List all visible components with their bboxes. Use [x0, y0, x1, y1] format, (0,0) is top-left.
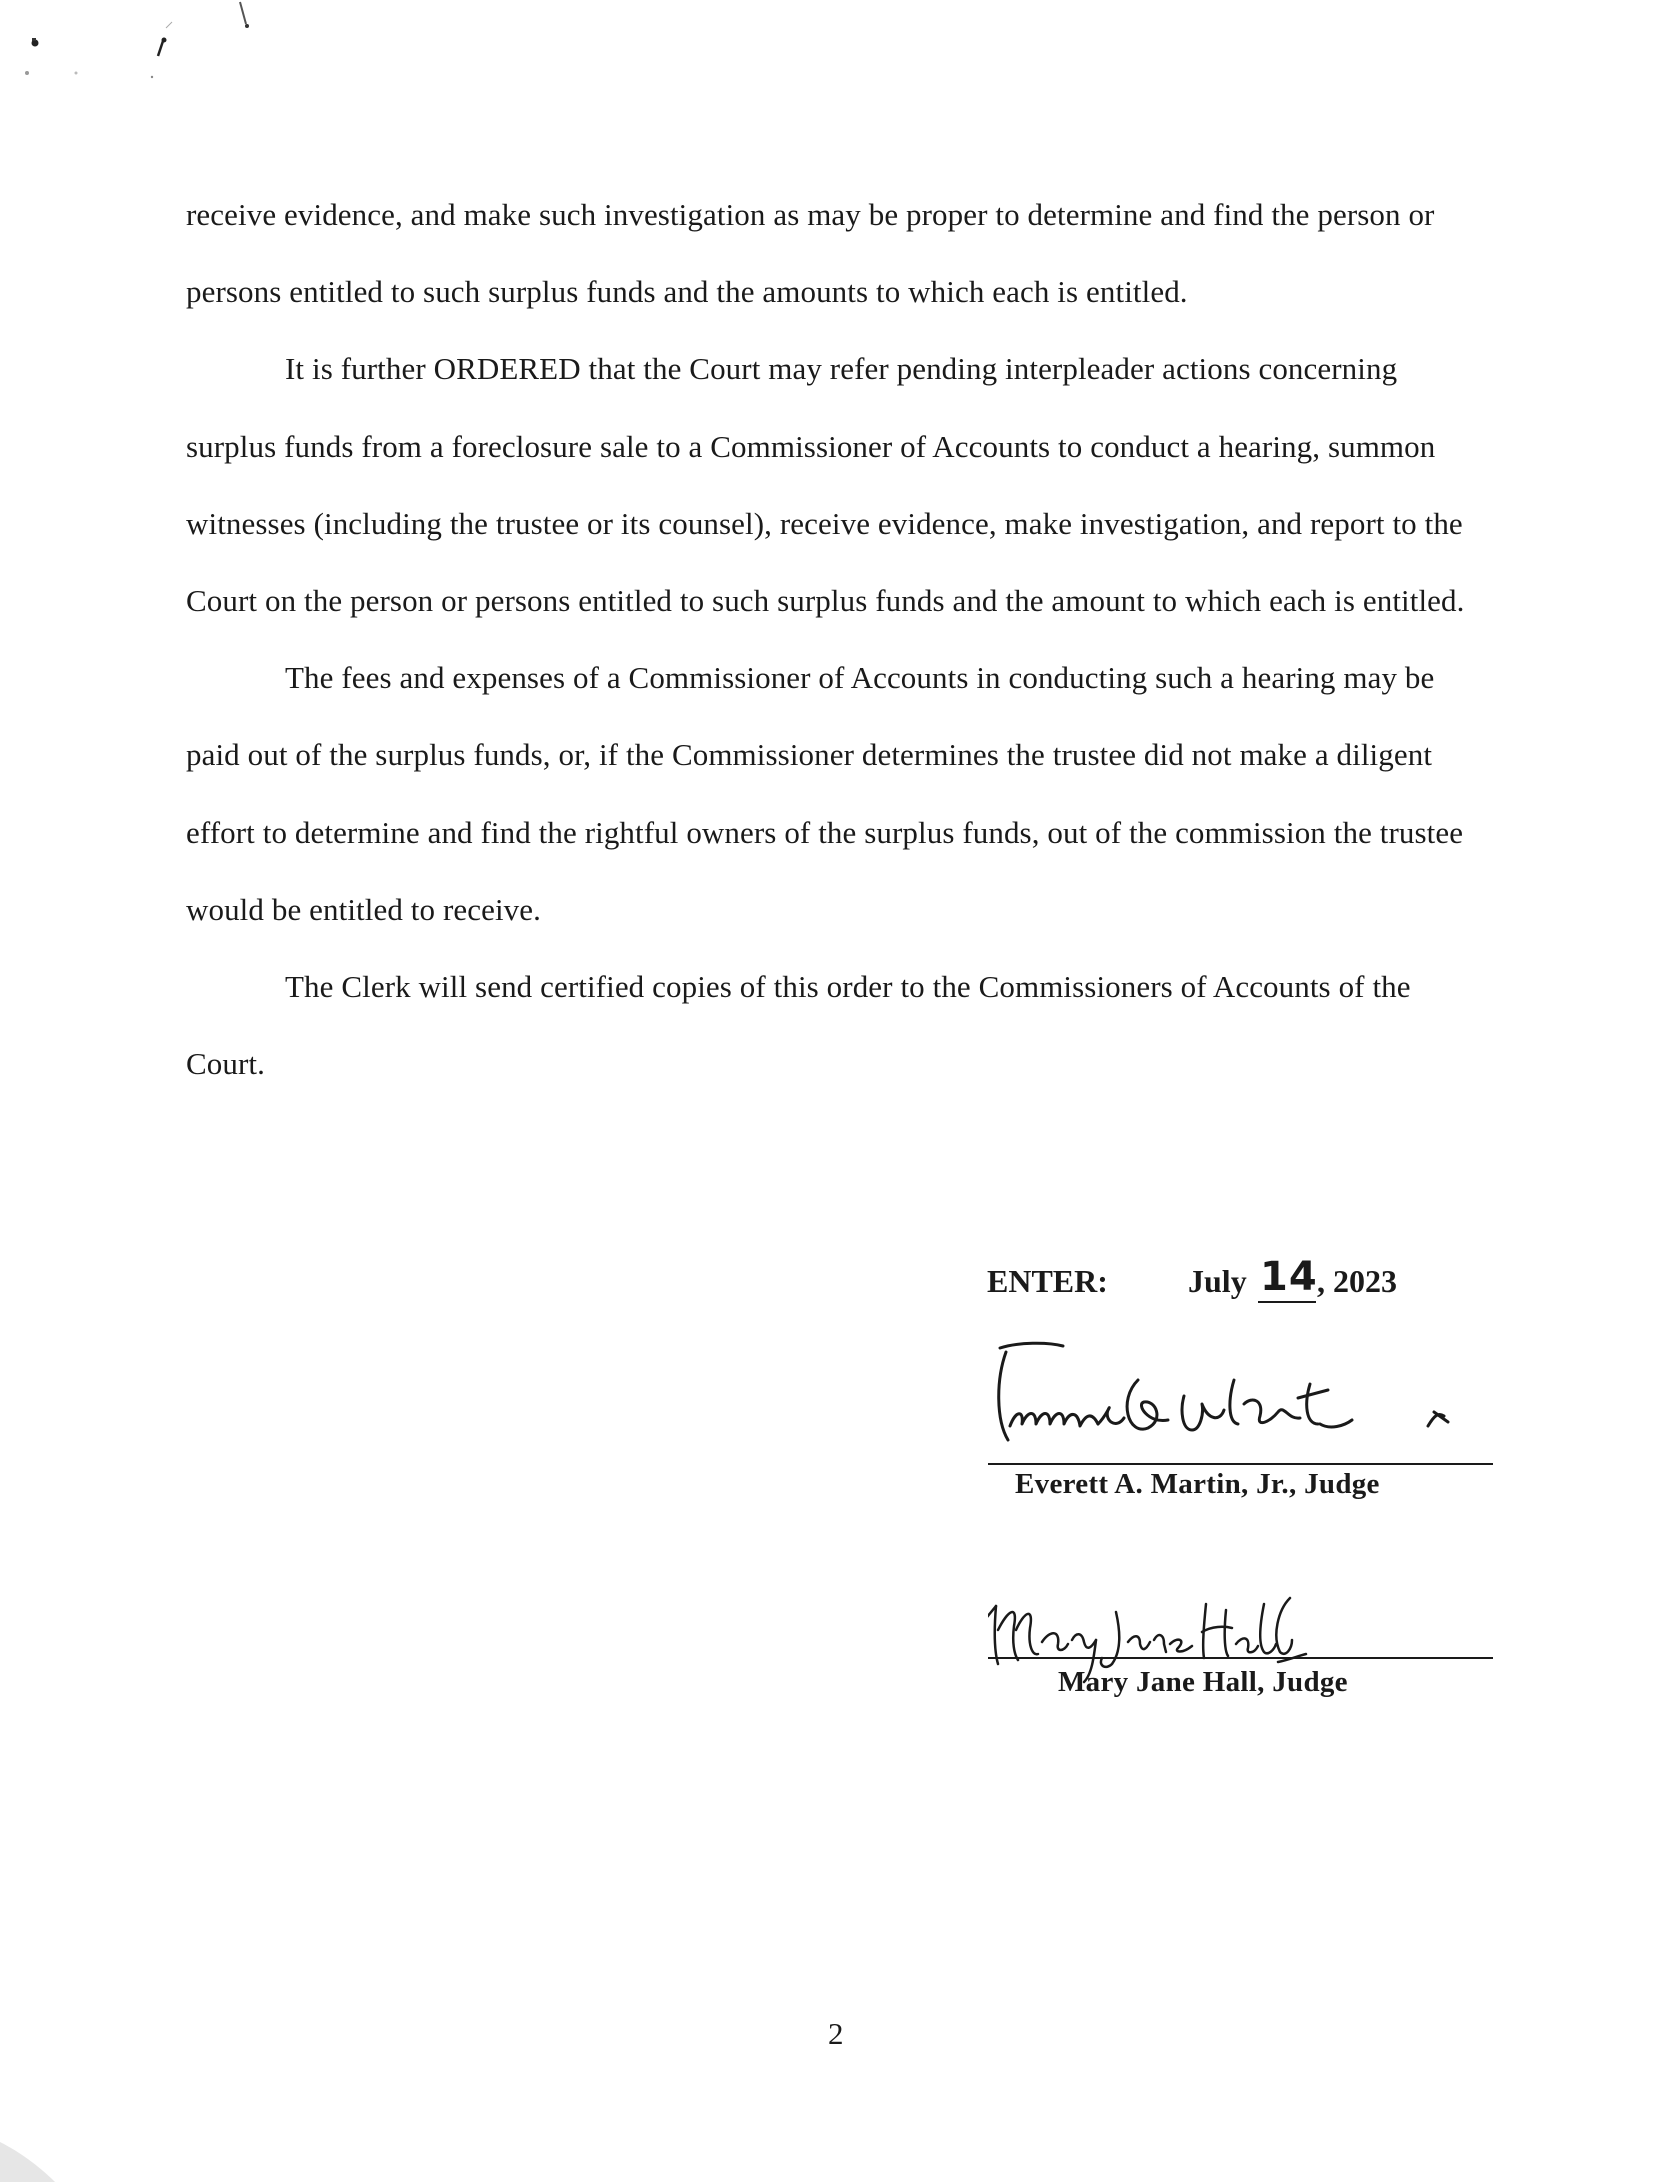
- enter-day-handwritten: 14: [1260, 1254, 1318, 1300]
- signature-line-hall: [988, 1657, 1493, 1659]
- enter-label: ENTER:: [987, 1263, 1108, 1299]
- enter-day-field: [1258, 1255, 1316, 1303]
- body-paragraph-2: It is further ORDERED that the Court may refer pending interpleader actions concerning surplus funds from a foreclosure sale to a Commissioner of Accounts to conduct a hearing, summon witnesses (including the trustee or its counsel), receive evidence, make investigation, and report to the Court on the person or persons entitled to such surplus funds and the amount to which each is entitled.: [186, 351, 1465, 619]
- scan-corner-shadow: [0, 2132, 60, 2182]
- signature-block-martin: [988, 1340, 1493, 1510]
- page-number: 2: [828, 2016, 844, 2051]
- order-body: [186, 176, 1486, 1102]
- body-paragraph-4: The Clerk will send certified copies of this order to the Commissioners of Accounts of the Court.: [186, 969, 1411, 1082]
- signature-block-hall: [988, 1590, 1493, 1700]
- signature-martin: [988, 1340, 1493, 1465]
- scan-specks: [0, 0, 300, 120]
- body-paragraph-1: receive evidence, and make such investigation as may be proper to determine and find the person or persons entitled to such surplus funds and the amounts to which each is entitled.: [186, 197, 1435, 310]
- signer-name-hall: Mary Jane Hall, Judge: [1058, 1666, 1348, 1698]
- body-paragraph-3: The fees and expenses of a Commissioner of Accounts in conducting such a hearing may be paid out of the surplus funds, or, if the Commissioner determines the trustee did not make a diligent effort to determine and find the rightful owners of the surplus funds, out of the commission the trustee would be entitled to receive.: [186, 660, 1464, 927]
- signature-line-martin: [988, 1463, 1493, 1465]
- signer-name-martin: Everett A. Martin, Jr., Judge: [1015, 1468, 1380, 1500]
- enter-month: July: [1188, 1263, 1247, 1299]
- enter-year: , 2023: [1317, 1263, 1397, 1299]
